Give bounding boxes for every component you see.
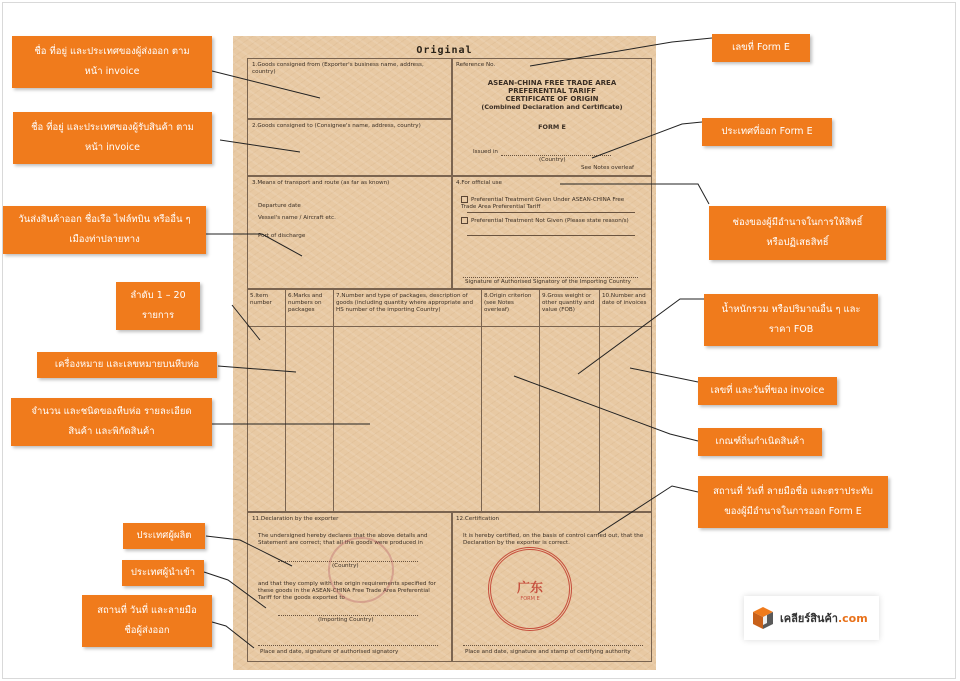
col-description: 7.Number and type of packages, description of goods (including quantity where appropriate and HS number of the importing Country)	[336, 293, 474, 313]
logo-text	[780, 609, 868, 627]
stamp-center-text: 广东	[516, 580, 543, 596]
connector-producer	[206, 536, 292, 566]
callout-packages-line-2: สินค้า และพิกัดสินค้า	[68, 426, 155, 437]
callout-transport-line-1: วันส่งสินค้าออก ชื่อเรือ ไฟล์ทบิน หรืออื่น ๆ	[18, 214, 191, 225]
callout-form-no-line-1: เลขที่ Form E	[732, 42, 790, 53]
col-gross-weight: 9.Gross weight or other quantity and value (FOB)	[542, 293, 595, 313]
callout-authority	[698, 476, 888, 528]
declaration-country-label: (Country)	[332, 563, 359, 569]
box-certification-label: 12.Certification	[456, 516, 500, 522]
callout-invoice	[698, 377, 837, 405]
header-line-3: CERTIFICATE OF ORIGIN	[505, 95, 599, 103]
pref-not-given-text: Preferential Treatment Not Given (Please state reason/s)	[471, 218, 629, 224]
connector-item	[232, 305, 260, 340]
connector-authority	[598, 486, 698, 534]
connector-importer	[204, 572, 266, 608]
callout-exporter-sign-line-1: สถานที่ วันที่ และลายมือ	[97, 605, 197, 616]
callout-origin-line-1: เกณฑ์ถิ่นกำเนิดสินค้า	[715, 436, 805, 447]
see-notes-label: See Notes overleaf	[581, 165, 635, 171]
departure-label: Departure date	[258, 203, 301, 209]
callout-authority-line-1: สถานที่ วันที่ ลายมือชื่อ และตราประทับ	[713, 486, 873, 497]
connector-marks	[218, 366, 296, 372]
callout-transport	[3, 206, 206, 254]
callout-origin	[698, 428, 822, 456]
callout-exporter-line-1: ชื่อ ที่อยู่ และประเทศของผู้ส่งออก ตาม	[34, 46, 190, 57]
callout-packages-text	[31, 402, 191, 442]
callout-consignee-line-1: ชื่อ ที่อยู่ และประเทศของผู้รับสินค้า ตาม	[31, 122, 194, 133]
pref-given-text: Preferential Treatment Given Under ASEAN-CHINA Free Trade Area Preferential Tariff	[461, 197, 625, 210]
callout-importer-country	[122, 560, 204, 586]
callout-transport-text	[18, 210, 190, 250]
connector-issue-country	[592, 122, 702, 158]
callout-item	[116, 282, 200, 330]
vessel-label: Vessel's name / Aircraft etc.	[258, 215, 336, 221]
box-transport-label: 3.Means of transport and route (as far as known)	[252, 180, 390, 186]
callout-authority-text	[713, 482, 873, 522]
logo-name: เคลียร์สินค้า	[780, 612, 838, 625]
callout-exporter-sign-line-2: ชื่อผู้ส่งออก	[124, 625, 170, 636]
certificate-title: Original	[416, 45, 473, 56]
callout-consignee-line-2: หน้า invoice	[85, 142, 140, 153]
box-exporter-label: 1.Goods consigned from (Exporter's business name, address, country)	[252, 62, 424, 75]
connector-transport	[206, 234, 302, 256]
callout-form-no	[712, 34, 810, 62]
connector-exporter-sign	[212, 622, 254, 648]
certification-text: It is hereby certified, on the basis of control carried out, that the Declaration by the exporter is correct.	[463, 533, 644, 546]
place-date-cert-label: Place and date, signature and stamp of certifying authority	[465, 649, 631, 655]
callout-authority-line-2: ของผู้มีอำนาจในการออก Form E	[724, 506, 862, 517]
col-item-number: 5.Item number	[250, 293, 272, 306]
connector-origin	[514, 376, 698, 441]
callout-invoice-line-1: เลขที่ และวันที่ของ invoice	[710, 385, 825, 396]
header-line-2: PREFERENTIAL TARIFF	[508, 87, 596, 95]
form-name: FORM E	[538, 123, 566, 131]
callout-weight-line-2: ราคา FOB	[768, 324, 814, 335]
callout-packages	[11, 398, 212, 446]
callout-item-text	[130, 286, 185, 326]
col-marks: 6.Marks and numbers on packages	[288, 293, 323, 313]
country-label: (Country)	[539, 157, 566, 163]
callout-official	[709, 206, 886, 260]
reference-no-label: Reference No.	[456, 62, 496, 68]
callout-exporter	[12, 36, 212, 88]
box-icon	[752, 606, 774, 630]
header-line-1: ASEAN-CHINA FREE TRADE AREA	[487, 79, 617, 87]
box-declaration-label: 11.Declaration by the exporter	[252, 516, 339, 522]
callout-weight-line-1: น้ำหนักรวม หรือปริมาณอื่น ๆ และ	[721, 304, 861, 315]
declaration-text-2: and that they comply with the origin requirements specified for these goods in the ASEAN-CHINA Free Trade Area Preferential Tariff for the goods exported to	[258, 581, 436, 601]
callout-producer-line-1: ประเทศผู้ผลิต	[136, 530, 192, 541]
callout-item-line-2: รายการ	[141, 310, 175, 321]
importing-country-label: (Importing Country)	[318, 617, 374, 623]
callout-weight-text	[721, 300, 860, 340]
box-consignee-label: 2.Goods consigned to (Consignee's name, address, country)	[252, 123, 421, 129]
callout-exporter-line-2: หน้า invoice	[84, 66, 140, 77]
callout-exporter-text	[34, 42, 189, 82]
callout-exporter-sign-text	[97, 601, 197, 641]
callout-consignee	[13, 112, 212, 164]
callout-importer-line-1: ประเทศผู้นำเข้า	[130, 567, 196, 578]
connector-weight	[578, 299, 704, 374]
callout-transport-line-2: เมืองท่าปลายทาง	[69, 234, 140, 245]
connector-official	[560, 184, 709, 204]
issued-in-label: Issued in	[473, 149, 498, 155]
stamp-form-text: FORM E	[520, 595, 540, 602]
connector-consignee	[220, 140, 300, 152]
logo-suffix: .com	[837, 612, 868, 625]
box-official-label: 4.For official use	[456, 180, 502, 186]
signature-importing-label: Signature of Authorised Signatory of the Importing Country	[465, 279, 631, 285]
place-date-exporter-label: Place and date, signature of authorised signatory	[260, 649, 399, 655]
callout-packages-line-1: จำนวน และชนิดของหีบห่อ รายละเอียด	[31, 406, 192, 417]
callout-producer-country	[123, 523, 205, 549]
callout-consignee-text	[31, 118, 194, 158]
connector-form-no	[530, 38, 712, 66]
col-origin-criterion: 8.Origin criterion (see Notes overleaf)	[484, 293, 532, 313]
callout-issue-country	[702, 118, 832, 146]
callout-item-line-1: ลำดับ 1 – 20	[130, 290, 186, 301]
callout-marks-line-1: เครื่องหมาย และเลขหมายบนหีบห่อ	[54, 359, 200, 370]
callout-official-line-2: หรือปฏิเสธสิทธิ์	[766, 237, 829, 248]
callout-weight	[704, 294, 878, 346]
callout-exporter-sign	[82, 595, 212, 647]
header-line-4: (Combined Declaration and Certificate)	[481, 103, 623, 111]
col-invoices: 10.Number and date of invoices	[602, 293, 647, 306]
site-logo[interactable]	[744, 596, 879, 640]
declaration-text-1: The undersigned hereby declares that the above details and Statement are correct; that all the goods were produced in	[258, 533, 428, 546]
callout-official-line-1: ช่องของผู้มีอำนาจในการให้สิทธิ์	[732, 217, 863, 228]
port-label: Port of discharge	[258, 233, 306, 239]
connector-invoice	[630, 368, 698, 382]
connector-exporter	[212, 71, 320, 98]
callout-issue-country-line-1: ประเทศที่ออก Form E	[721, 126, 813, 137]
callout-official-text	[733, 213, 863, 253]
callout-marks	[37, 352, 217, 378]
